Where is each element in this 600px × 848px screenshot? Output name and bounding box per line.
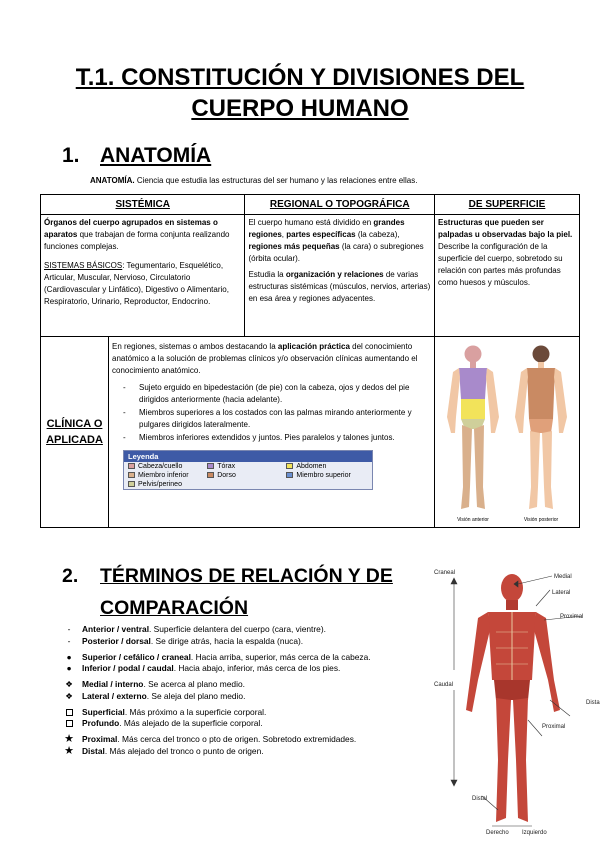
definition-term: ANATOMÍA. (90, 176, 135, 185)
term-text: . Hacia abajo, inferior, más cerca de los pies. (173, 663, 341, 673)
term-text: . Más próximo a la superficie corporal. (124, 706, 267, 717)
legend-item: Miembro inferior (138, 471, 189, 479)
clinica-intro-c: del conocimiento anatómico a la solución de problemas clínicos y/o observación clínicas aumentando el conocimiento anatómico. (112, 342, 418, 375)
definition-text: Ciencia que estudia las estructuras del ser humano y las relaciones entre ellas. (134, 176, 418, 185)
list-item: - Miembros inferiores extendidos y juntos. Pies paralelos y talones juntos. (123, 432, 434, 444)
cell-regional (245, 215, 435, 337)
list-item (62, 624, 432, 636)
regions-legend (123, 450, 373, 490)
anterior-body (447, 346, 499, 510)
clinica-label-line-2: APLICADA (46, 434, 103, 446)
title-line-1: T.1. CONSTITUCIÓN Y DIVISIONES DEL (75, 64, 525, 91)
title-line-2: CUERPO HUMANO (191, 95, 409, 122)
label-distal-arm: Dista (586, 700, 600, 706)
page-title (40, 62, 560, 124)
section-1-title: ANATOMÍA (100, 144, 212, 167)
label-medial: Medial (554, 574, 572, 580)
posterior-body (515, 346, 567, 510)
section-2-title-line-2: COMPARACIÓN (100, 597, 249, 619)
regional-text-g: (la cara) o subregiones (órbita ocular). (248, 242, 424, 263)
anatomia-definition (90, 176, 417, 185)
term-bold: Superior / cefálico / craneal (82, 651, 191, 662)
term-bold: Distal (82, 745, 105, 756)
label-proximal-leg: Proximal (542, 724, 566, 730)
diamond-icon: ❖ (65, 679, 73, 689)
regional-text-h: Estudia la (248, 270, 286, 279)
bullet-icon: ● (66, 651, 72, 662)
term-bold: Inferior / podal / caudal (82, 663, 174, 673)
list-item (62, 691, 432, 703)
swatch-icon (128, 463, 135, 469)
terms-list (62, 624, 432, 757)
swatch-icon (207, 472, 214, 478)
legend-item: Abdomen (296, 462, 327, 470)
label-craneal: Craneal (434, 570, 456, 576)
term-text: . Se aleja del plano medio. (146, 690, 246, 701)
clinica-label-line-1: CLÍNICA O (46, 418, 103, 430)
list-item: - Sujeto erguido en bipedestación (de pie) con la cabeza, ojos y dedos del pie dirigidos anteriormente (hacia adelante). (123, 382, 434, 405)
checkbox-icon (62, 718, 76, 731)
term-text: . Se dirige atrás, hacia la espalda (nuca). (150, 635, 304, 646)
regional-text-e: (la cabeza), (355, 230, 400, 239)
dash-icon: - (67, 635, 71, 646)
regional-text-j: de varias estructuras sistémicas (músculos, nervios, arterias) en esa área y regiones adyacentes. (248, 270, 431, 303)
cell-clinica (41, 337, 435, 528)
swatch-icon (207, 463, 214, 469)
bullet-icon: ● (66, 663, 72, 673)
anatomy-types-table (40, 194, 580, 528)
sistemas-basicos-list: : Tegumentario, Esquelético, Articular, Muscular, Nervioso, Circulatorio (Cardiovascular y Linfático), Digestivo o Alimentario, Respiratorio, Urinario, Reproductor, Endocrino. (44, 261, 229, 306)
header-regional: REGIONAL O TOPOGRÁFICA (245, 195, 435, 215)
muscle-body (466, 574, 560, 822)
sistemica-bold: Órganos del cuerpo agrupados en sistemas o aparatos (44, 218, 218, 239)
list-item (62, 636, 432, 648)
list-item (62, 707, 432, 719)
term-bold: Anterior / ventral (82, 624, 150, 634)
clinica-intro-a: En regiones, sistemas o ambos destacando la (112, 342, 278, 351)
term-bold: Lateral / externo (82, 690, 147, 701)
section-1-heading (62, 144, 211, 168)
term-bold: Profundo (82, 718, 120, 728)
cell-superficie (435, 215, 580, 337)
legend-item: Dorso (217, 471, 236, 479)
list-item (62, 652, 432, 664)
legend-item: Miembro superior (296, 471, 351, 479)
term-text: . Más alejado de la superficie corporal. (119, 718, 263, 728)
list-item: - Miembros superiores a los costados con las palmas mirando anteriormente y pulgares dirigidos lateralmente. (123, 407, 434, 430)
term-bold: Proximal (82, 734, 118, 744)
term-bold: Superficial (82, 706, 125, 717)
label-caudal: Caudal (434, 682, 454, 688)
clinica-intro (109, 337, 434, 379)
diamond-icon: ❖ (65, 690, 73, 701)
regional-text-a: El cuerpo humano está dividido en (248, 218, 374, 227)
regional-bold-i: organización y relaciones (285, 270, 384, 279)
superficie-text: Describe la configuración de la superficie del cuerpo, sobretodo su relación con partes más profundas como huesos y músculos. (438, 242, 563, 287)
clinica-label (41, 337, 109, 527)
swatch-icon (128, 472, 135, 478)
label-izquierdo: Izquierdo (522, 830, 547, 836)
anatomical-position-list (109, 382, 434, 444)
header-superficie: DE SUPERFICIE (435, 195, 580, 215)
section-1-number: 1. (62, 144, 80, 167)
list-item (62, 746, 432, 758)
body-regions-figure (435, 337, 578, 525)
swatch-icon (128, 481, 135, 487)
label-distal-leg: Distal (472, 796, 488, 802)
list-item (62, 679, 432, 691)
sistemas-basicos-label: SISTEMAS BÁSICOS (44, 261, 123, 270)
list-item (62, 734, 432, 746)
swatch-icon (286, 463, 293, 469)
regional-bold-f: regiones más pequeñas (248, 242, 340, 251)
term-bold: Medial / interno (82, 679, 144, 689)
section-2-heading (62, 560, 393, 624)
term-text: . Más alejado del tronco o punto de origen. (104, 745, 264, 756)
caption-posterior: Visión posterior (523, 517, 559, 523)
regional-text-c: , (281, 230, 287, 239)
caption-anterior: Visión anterior (457, 517, 489, 523)
label-derecho: Derecho (486, 830, 509, 836)
term-text: . Hacia arriba, superior, más cerca de la cabeza. (190, 651, 371, 662)
label-lateral: Lateral (552, 590, 571, 596)
list-item (62, 663, 432, 675)
legend-title: Leyenda (124, 451, 372, 462)
clinica-intro-bold: aplicación práctica (277, 342, 350, 351)
header-sistemica: SISTÉMICA (41, 195, 245, 215)
regional-bold-b: grandes regiones (248, 218, 405, 239)
legend-item: Tórax (217, 462, 236, 470)
cell-sistemica (41, 215, 245, 337)
term-text: . Superficie delantera del cuerpo (cara, vientre). (149, 624, 326, 634)
directional-terms-figure (432, 560, 600, 838)
dash-icon: - (67, 624, 71, 634)
section-2-title-line-1: TÉRMINOS DE RELACIÓN Y DE (100, 565, 393, 587)
term-text: . Más cerca del tronco o pto de origen. Sobretodo extremidades. (117, 734, 357, 744)
sistemica-rest: que trabajan de forma conjunta realizando funciones complejas. (44, 230, 230, 251)
star-icon: ★ (64, 744, 74, 757)
section-2-number: 2. (62, 565, 79, 587)
swatch-icon (286, 472, 293, 478)
legend-item: Pelvis/perineo (138, 480, 182, 488)
term-text: . Se acerca al plano medio. (143, 679, 245, 689)
regional-bold-d: partes específicas (286, 230, 356, 239)
cell-body-figure (435, 337, 580, 528)
label-proximal-arm: Proximal (560, 614, 584, 620)
list-item (62, 718, 432, 730)
term-bold: Posterior / dorsal (82, 635, 151, 646)
legend-item: Cabeza/cuello (138, 462, 183, 470)
star-icon: ★ (64, 733, 74, 745)
superficie-bold: Estructuras que pueden ser palpadas u observadas bajo la piel. (438, 218, 573, 239)
